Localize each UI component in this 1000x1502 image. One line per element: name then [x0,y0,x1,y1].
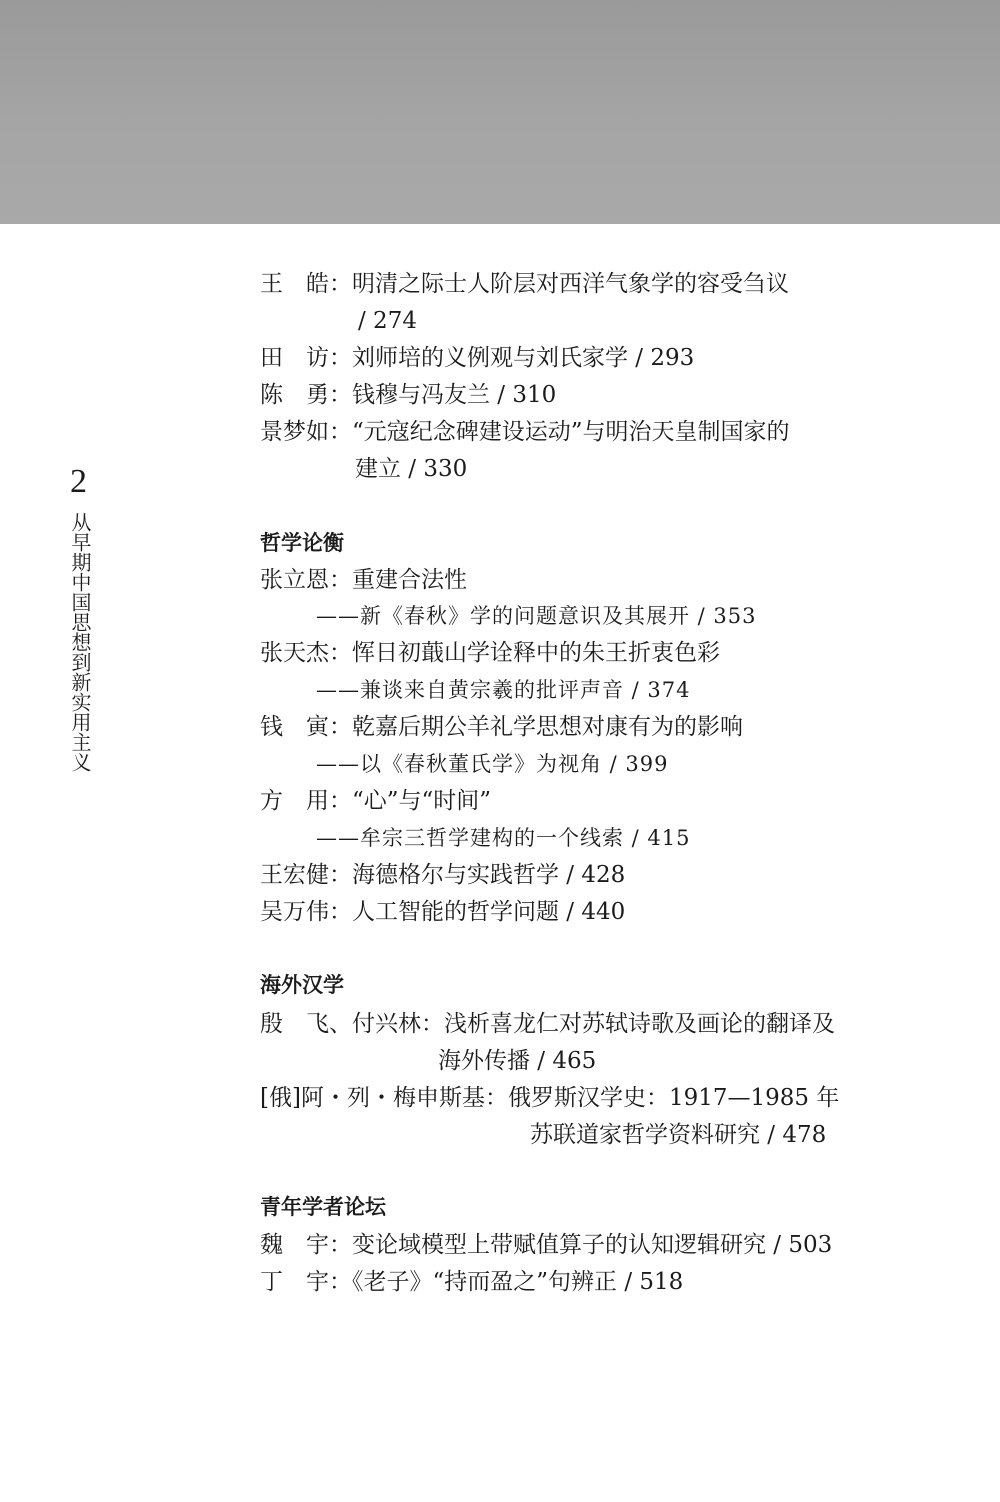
running-title: 从早期中国思想到新实用主义 [68,512,92,772]
toc-entry-wei-yu[interactable]: 魏 宇：变论域模型上带赋值算子的认知逻辑研究 / 503 [260,1232,833,1258]
toc-entry-ding-yu[interactable]: 丁 宇：《老子》“持而盈之”句辨正 / 518 [260,1269,684,1295]
toc-entry-zhang-lien-sub[interactable]: ——新《春秋》学的问题意识及其展开 / 353 [316,604,757,628]
toc-entry-meshchinsky-cont[interactable]: 苏联道家哲学资料研究 / 478 [530,1122,827,1148]
toc-entry-zhang-tianjie[interactable]: 张天杰：恽日初蕺山学诠释中的朱王折衷色彩 [260,640,720,666]
toc-entry-chen-yong[interactable]: 陈 勇：钱穆与冯友兰 / 310 [260,382,557,408]
section-title-philosophy: 哲学论衡 [260,531,344,555]
toc-entry-yin-fei[interactable]: 殷 飞、付兴林：浅析喜龙仁对苏轼诗歌及画论的翻译及 [260,1011,835,1037]
toc-entry-meshchinsky[interactable]: [俄]阿・列・梅申斯基：俄罗斯汉学史：1917—1985 年 [260,1085,840,1111]
toc-entry-tian-fang[interactable]: 田 访：刘师培的义例观与刘氏家学 / 293 [260,345,695,371]
toc-entry-qian-yin[interactable]: 钱 寅：乾嘉后期公羊礼学思想对康有为的影响 [260,714,743,740]
toc-entry-fang-yong[interactable]: 方 用：“心”与“时间” [260,788,492,814]
toc-entry-zhang-tianjie-sub[interactable]: ——兼谈来自黄宗羲的批评声音 / 374 [316,678,691,702]
section-title-young-scholars: 青年学者论坛 [260,1195,386,1219]
toc-entry-wang-hongjian[interactable]: 王宏健：海德格尔与实践哲学 / 428 [260,862,626,888]
toc-entry-jing-mengru[interactable]: 景梦如：“元寇纪念碑建设运动”与明治天皇制国家的 [260,419,790,445]
toc-entry-fang-yong-sub[interactable]: ——牟宗三哲学建构的一个线索 / 415 [316,826,691,850]
toc-entry-wang-hao-page[interactable]: / 274 [358,308,417,334]
toc-entry-qian-yin-sub[interactable]: ——以《春秋董氏学》为视角 / 399 [316,752,669,776]
toc-entry-wu-wanwei[interactable]: 吴万伟：人工智能的哲学问题 / 440 [260,899,626,925]
toc-entry-wang-hao[interactable]: 王 皓：明清之际士人阶层对西洋气象学的容受刍议 [260,271,789,297]
toc-entry-jing-mengru-cont[interactable]: 建立 / 330 [355,456,468,482]
page-number: 2 [70,463,87,500]
toc-entry-yin-fei-cont[interactable]: 海外传播 / 465 [438,1048,597,1074]
section-title-overseas-sinology: 海外汉学 [260,973,344,997]
toc-entry-zhang-lien[interactable]: 张立恩：重建合法性 [260,567,467,593]
